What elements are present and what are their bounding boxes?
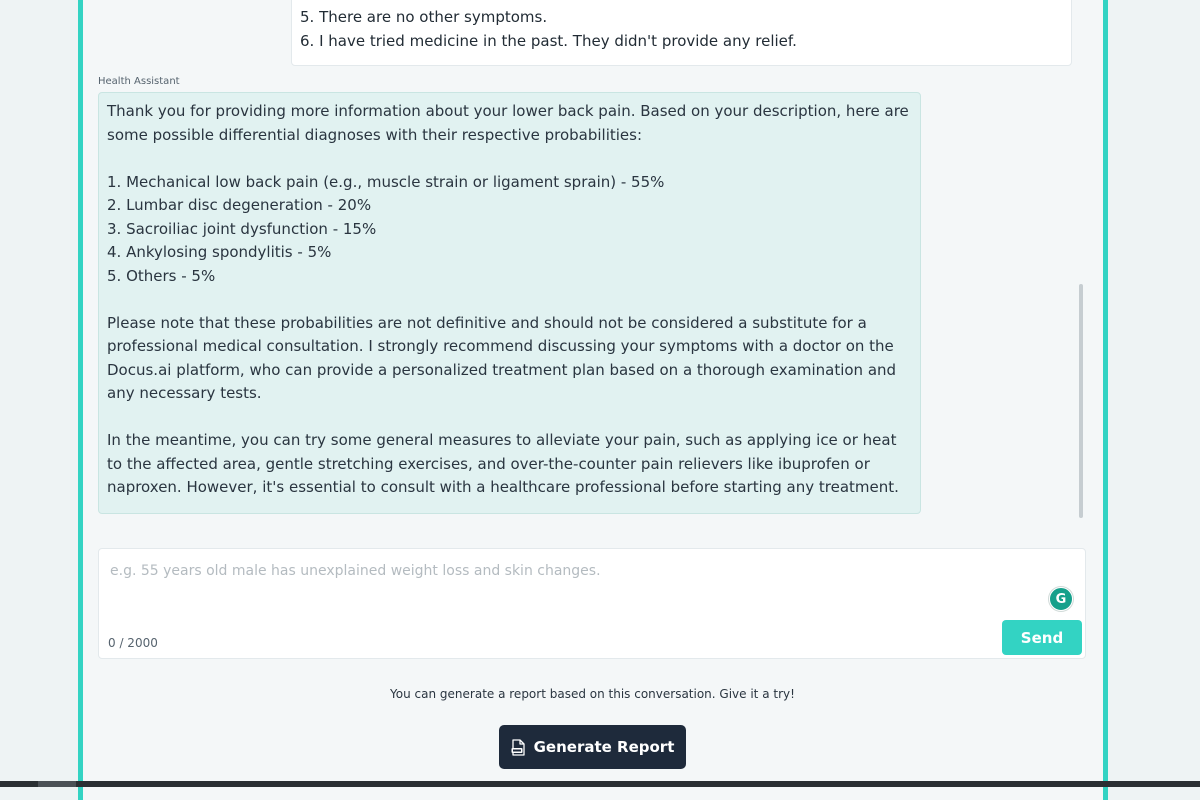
user-message-line: 6. I have tried medicine in the past. They didn't provide any relief. xyxy=(300,32,797,50)
report-hint: You can generate a report based on this conversation. Give it a try! xyxy=(390,687,795,701)
user-message-line: 5. There are no other symptoms. xyxy=(300,8,548,26)
message-input[interactable] xyxy=(108,558,1012,584)
chat-scrollbar[interactable] xyxy=(1079,284,1083,518)
generate-report-button[interactable] xyxy=(499,725,686,769)
sender-label: Health Assistant xyxy=(98,76,180,87)
char-counter: 0 / 2000 xyxy=(108,636,158,650)
user-message xyxy=(291,0,1072,66)
diagnosis-item: 1. Mechanical low back pain (e.g., muscle strain or ligament sprain) - 55% xyxy=(107,172,665,191)
send-button[interactable]: Send xyxy=(1002,620,1082,655)
assistant-message xyxy=(98,92,921,514)
diagnosis-item: 5. Others - 5% xyxy=(107,266,216,285)
diagnosis-item: 4. Ankylosing spondylitis - 5% xyxy=(107,243,332,261)
generate-report-label: Generate Report xyxy=(533,738,675,756)
message-composer xyxy=(98,548,1086,659)
assistant-note: Please note that these probabilities are not definitive and should not be considered a substitute for a professional medical consultation. I strongly recommend discussing your symptoms with a doctor on the Docus.ai platform, who can provide a personalized treatment plan based on a thorough examination and any necessary tests. xyxy=(107,313,897,402)
taskbar xyxy=(0,781,1200,787)
diagnosis-item: 3. Sacroiliac joint dysfunction - 15% xyxy=(107,219,377,238)
grammarly-icon[interactable]: G xyxy=(1049,587,1073,611)
taskbar-item[interactable] xyxy=(38,781,76,787)
assistant-intro: Thank you for providing more information about your lower back pain. Based on your description, here are some possible differential diagnoses with their respective probabilities: xyxy=(107,102,909,144)
assistant-advice: In the meantime, you can try some general measures to alleviate your pain, such as applying ice or heat to the affected area, gentle stretching exercises, and over-the-counter pain relievers like ibuprofen or naproxen. However, it's essential to consult with a healthcare professional before starting any treatment. xyxy=(107,431,899,496)
pdf-icon xyxy=(511,739,526,756)
diagnosis-item: 2. Lumbar disc degeneration - 20% xyxy=(107,196,372,214)
